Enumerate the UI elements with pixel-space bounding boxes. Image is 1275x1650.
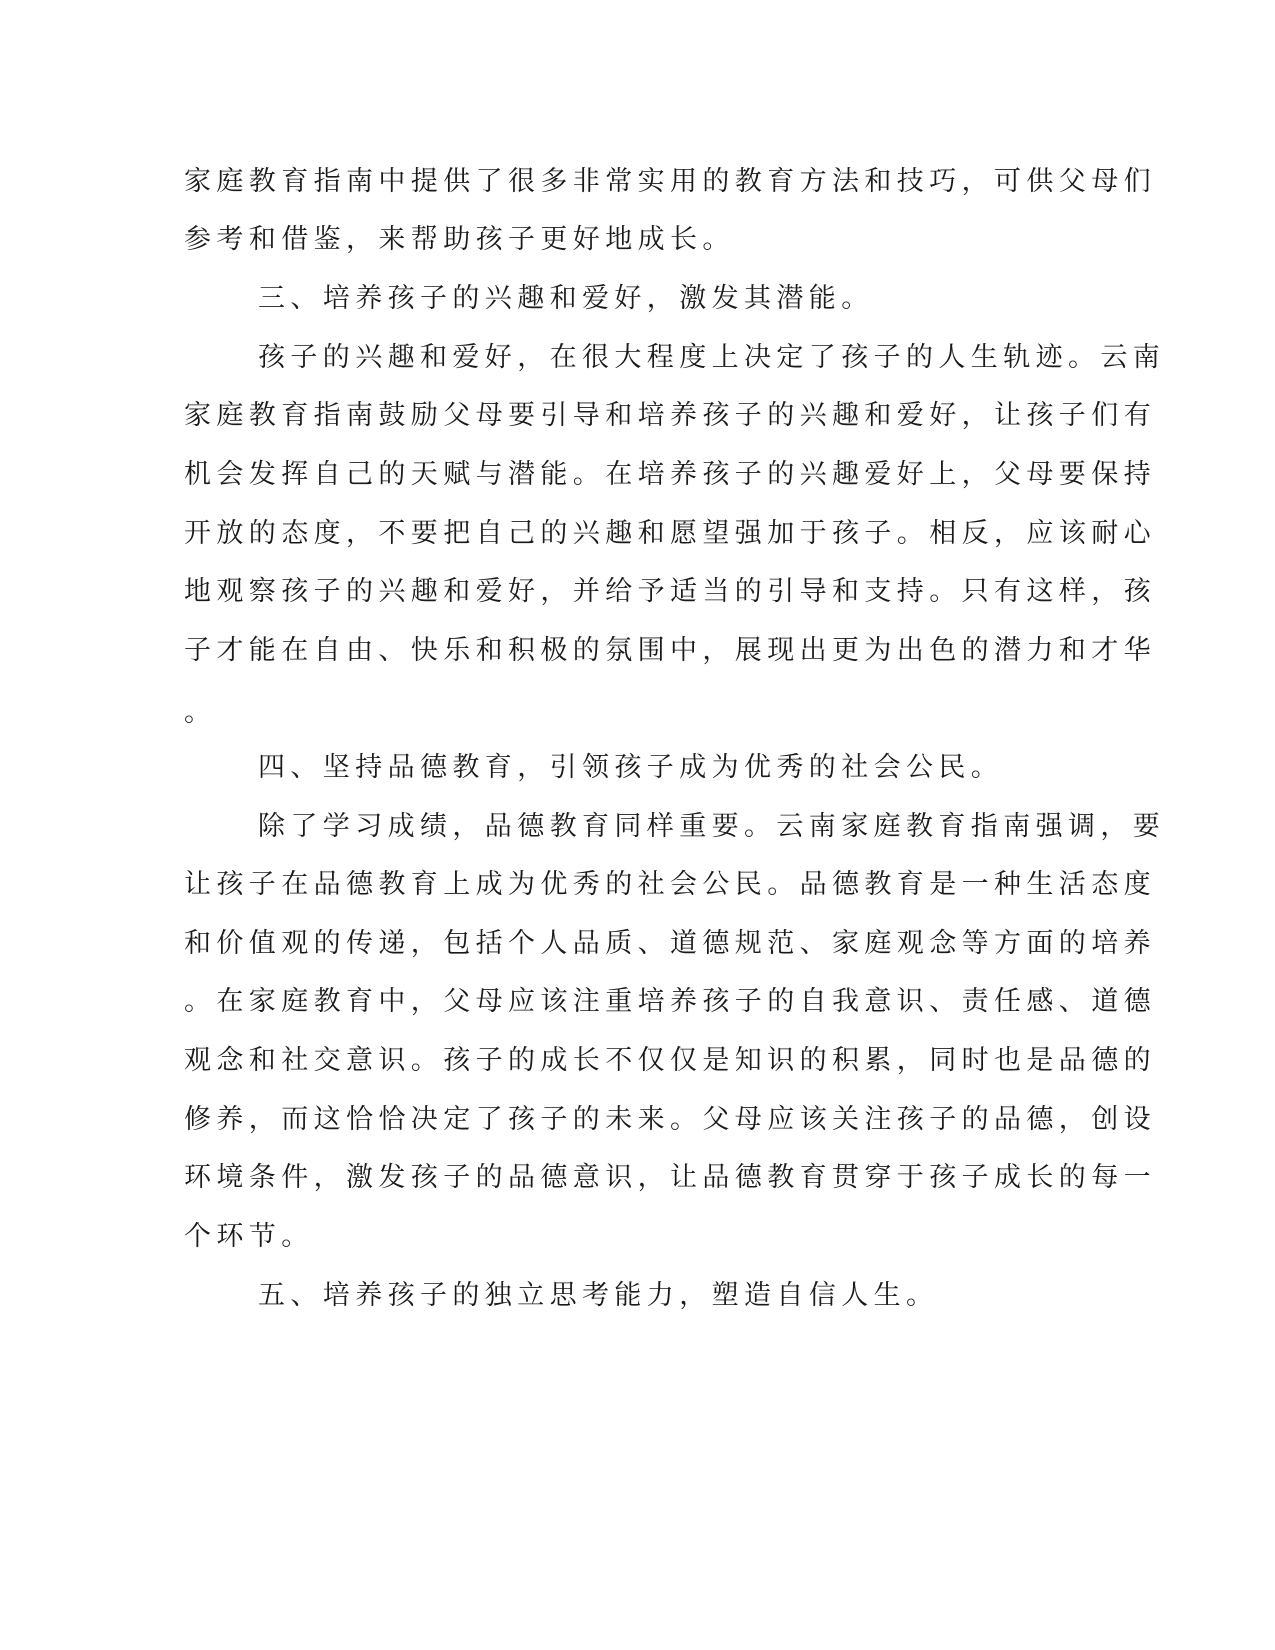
text-line: 。在家庭教育中，父母应该注重培养孩子的自我意识、责任感、道德 bbox=[184, 986, 1156, 1017]
section-heading-3: 三、培养孩子的兴趣和爱好，激发其潜能。 bbox=[258, 283, 874, 314]
text-line: 修养，而这恰恰决定了孩子的未来。父母应该关注孩子的品德，创设 bbox=[184, 1104, 1156, 1135]
text-line: 让孩子在品德教育上成为优秀的社会公民。品德教育是一种生活态度 bbox=[184, 869, 1156, 900]
text-line: 个环节。 bbox=[184, 1221, 314, 1252]
text-line: 家庭教育指南鼓励父母要引导和培养孩子的兴趣和爱好，让孩子们有 bbox=[184, 400, 1156, 431]
text-line: 和价值观的传递，包括个人品质、道德规范、家庭观念等方面的培养 bbox=[184, 928, 1156, 959]
text-line: 孩子的兴趣和爱好，在很大程度上决定了孩子的人生轨迹。云南 bbox=[258, 342, 1166, 373]
text-line: 观念和社交意识。孩子的成长不仅仅是知识的积累，同时也是品德的 bbox=[184, 1045, 1156, 1076]
text-line: 地观察孩子的兴趣和爱好，并给予适当的引导和支持。只有这样，孩 bbox=[184, 576, 1156, 607]
text-line: 参考和借鉴，来帮助孩子更好地成长。 bbox=[184, 224, 735, 255]
section-heading-5: 五、培养孩子的独立思考能力，塑造自信人生。 bbox=[258, 1280, 939, 1311]
text-line: 环境条件，激发孩子的品德意识，让品德教育贯穿于孩子成长的每一 bbox=[184, 1162, 1156, 1193]
text-line: 子才能在自由、快乐和积极的氛围中，展现出更为出色的潜力和才华 bbox=[184, 635, 1156, 666]
text-line: 家庭教育指南中提供了很多非常实用的教育方法和技巧，可供父母们 bbox=[184, 166, 1156, 197]
text-line: 开放的态度，不要把自己的兴趣和愿望强加于孩子。相反，应该耐心 bbox=[184, 518, 1156, 549]
text-line: 。 bbox=[184, 697, 217, 728]
text-line: 机会发挥自己的天赋与潜能。在培养孩子的兴趣爱好上，父母要保持 bbox=[184, 459, 1156, 490]
text-line: 除了学习成绩，品德教育同样重要。云南家庭教育指南强调，要 bbox=[258, 811, 1166, 842]
section-heading-4: 四、坚持品德教育，引领孩子成为优秀的社会公民。 bbox=[258, 752, 1004, 783]
